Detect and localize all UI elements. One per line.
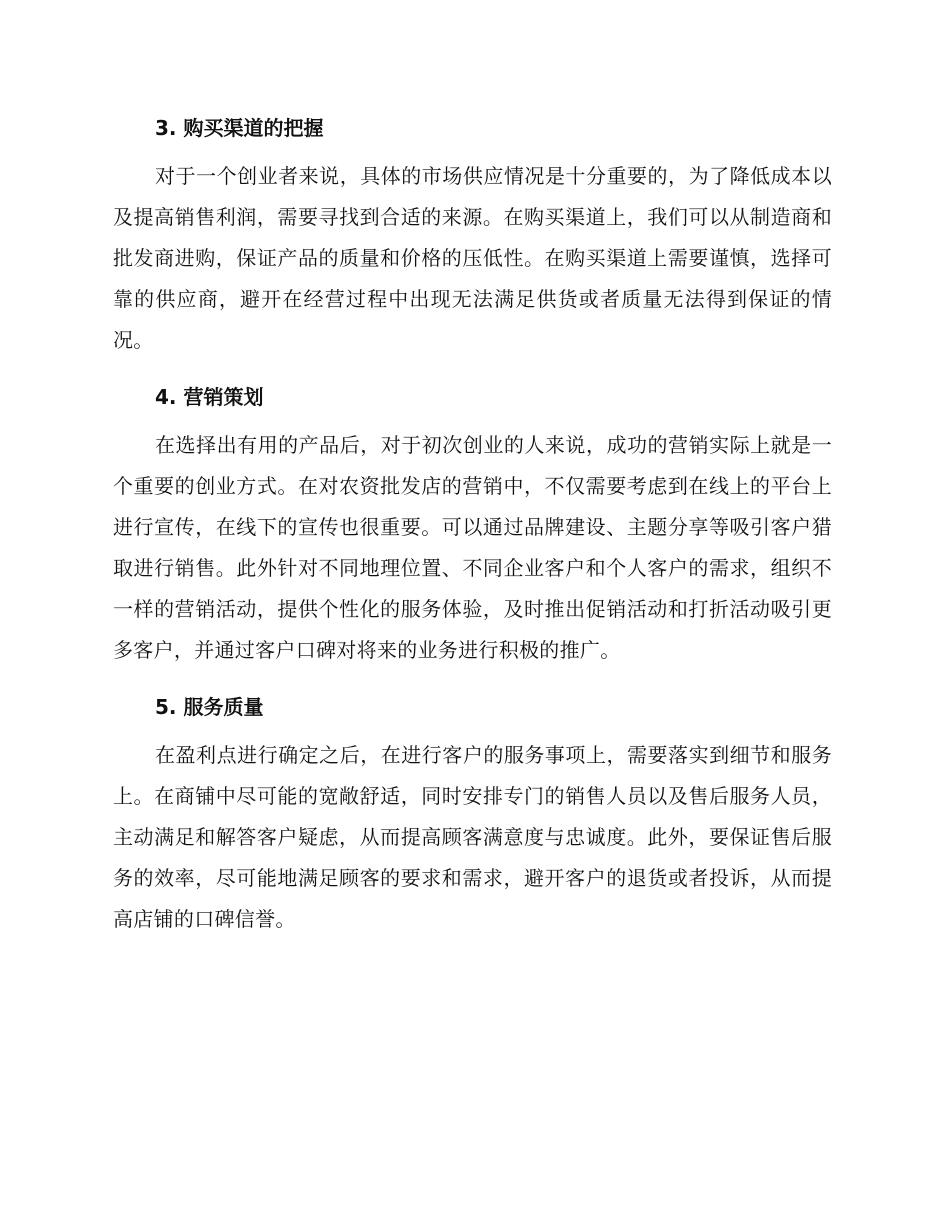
section-purchase-channels xyxy=(113,108,832,361)
section-heading: 3. 购买渠道的把握 xyxy=(155,116,324,140)
section-heading: 5. 服务质量 xyxy=(155,695,264,719)
section-paragraph: 在选择出有用的产品后，对于初次创业的人来说，成功的营销实际上就是一个重要的创业方式。在对农资批发店的营销中，不仅需要考虑到在线上的平台上进行宣传，在线下的宣传也很重要。可以通过品牌建设、主题分享等吸引客户猎取进行销售。此外针对不同地理位置、不同企业客户和个人客户的需求，组织不一样的营销活动，提供个性化的服务体验，及时推出促销活动和打折活动吸引更多客户，并通过客户口碑对将来的业务进行积极的推广。 xyxy=(113,433,832,662)
section-paragraph: 在盈利点进行确定之后，在进行客户的服务事项上，需要落实到细节和服务上。在商铺中尽可能的宽敞舒适，同时安排专门的销售人员以及售后服务人员，主动满足和解答客户疑虑，从而提高顾客满意度与忠诚度。此外，要保证售后服务的效率，尽可能地满足顾客的要求和需求，避开客户的退货或者投诉，从而提高店铺的口碑信誉。 xyxy=(113,743,832,931)
section-service-quality xyxy=(113,687,832,940)
section-heading: 4. 营销策划 xyxy=(155,385,264,409)
section-paragraph: 对于一个创业者来说，具体的市场供应情况是十分重要的，为了降低成本以及提高销售利润，需要寻找到合适的来源。在购买渠道上，我们可以从制造商和批发商进购，保证产品的质量和价格的压低性。在购买渠道上需要谨慎，选择可靠的供应商，避开在经营过程中出现无法满足供货或者质量无法得到保证的情况。 xyxy=(113,164,832,352)
section-marketing-plan xyxy=(113,377,832,671)
